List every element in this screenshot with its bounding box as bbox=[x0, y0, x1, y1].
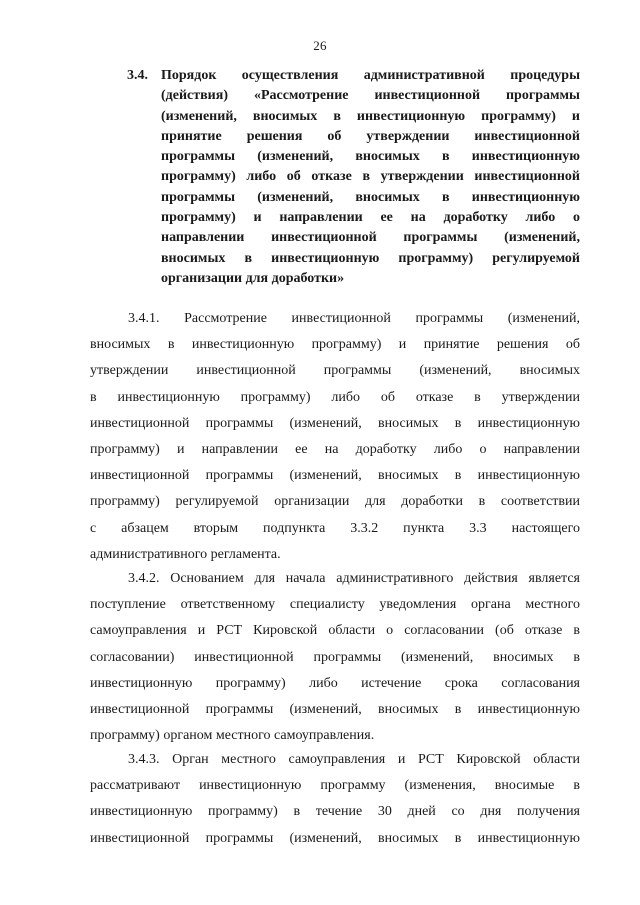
section-heading bbox=[127, 66, 580, 289]
text-line: программу) регулируемой организации для доработки в соответствии bbox=[90, 494, 580, 510]
paragraph-3-4-1 bbox=[90, 306, 580, 568]
text-line: программу) органом местного самоуправления. bbox=[90, 728, 375, 744]
text-line: инвестиционной программы (изменений, вносимых в инвестиционную bbox=[90, 830, 580, 846]
text-line: в инвестиционную программу) либо об отказе в утверждении bbox=[90, 389, 580, 405]
text-line: административного регламента. bbox=[90, 546, 281, 562]
text-line: 3.4.2. Основанием для начала административного действия является bbox=[128, 571, 580, 586]
heading-line: (действия) «Рассмотрение инвестиционной программы bbox=[161, 88, 580, 104]
text-line: программу) и направлении ее на доработку либо о направлении bbox=[90, 442, 580, 458]
text-line: инвестиционной программы (изменений, вносимых в инвестиционную bbox=[90, 468, 580, 484]
heading-line: (изменений, вносимых в инвестиционную программу) и bbox=[161, 108, 580, 124]
text-line: рассматривают инвестиционную программу (изменения, вносимые в bbox=[90, 778, 580, 794]
text-line: утверждении инвестиционной программы (изменений, вносимых bbox=[90, 363, 580, 379]
text-line: 3.4.1. Рассмотрение инвестиционной программы (изменений, bbox=[128, 311, 580, 326]
heading-line: программу) либо об отказе в утверждении инвестиционной bbox=[161, 169, 580, 185]
section-number: 3.4. bbox=[127, 68, 148, 83]
text-line: поступление ответственному специалисту уведомления органа местного bbox=[90, 597, 580, 613]
page-number: 26 bbox=[313, 38, 327, 53]
heading-line: принятие решения об утверждении инвестиционной bbox=[161, 128, 580, 144]
heading-line: вносимых в инвестиционную программу) регулируемой bbox=[161, 250, 580, 266]
text-line: инвестиционную программу) в течение 30 дней со дня получения bbox=[90, 804, 580, 820]
heading-line: программы (изменений, вносимых в инвестиционную bbox=[161, 149, 580, 165]
text-line: инвестиционной программы (изменений, вносимых в инвестиционную bbox=[90, 702, 580, 718]
text-line: самоуправления и РСТ Кировской области о согласовании (об отказе в bbox=[90, 623, 580, 639]
heading-line: программы (изменений, вносимых в инвестиционную bbox=[161, 189, 580, 205]
text-line: инвестиционную программу) либо истечение срока согласования bbox=[90, 675, 580, 691]
paragraph-3-4-2 bbox=[90, 566, 580, 749]
section-title bbox=[161, 66, 580, 289]
text-line: с абзацем вторым подпункта 3.3.2 пункта 3.3 настоящего bbox=[90, 520, 580, 536]
text-line: вносимых в инвестиционную программу) и принятие решения об bbox=[90, 337, 580, 353]
text-line: согласовании) инвестиционной программы (изменений, вносимых в bbox=[90, 649, 580, 665]
heading-line: направлении инвестиционной программы (изменений, bbox=[161, 230, 580, 246]
text-line: инвестиционной программы (изменений, вносимых в инвестиционную bbox=[90, 415, 580, 431]
heading-line: Порядок осуществления административной процедуры bbox=[161, 68, 580, 83]
heading-line: программу) и направлении ее на доработку либо о bbox=[161, 210, 580, 226]
heading-line: организации для доработки» bbox=[161, 270, 345, 286]
paragraph-3-4-3 bbox=[90, 747, 580, 852]
text-line: 3.4.3. Орган местного самоуправления и РСТ Кировской области bbox=[128, 752, 580, 767]
